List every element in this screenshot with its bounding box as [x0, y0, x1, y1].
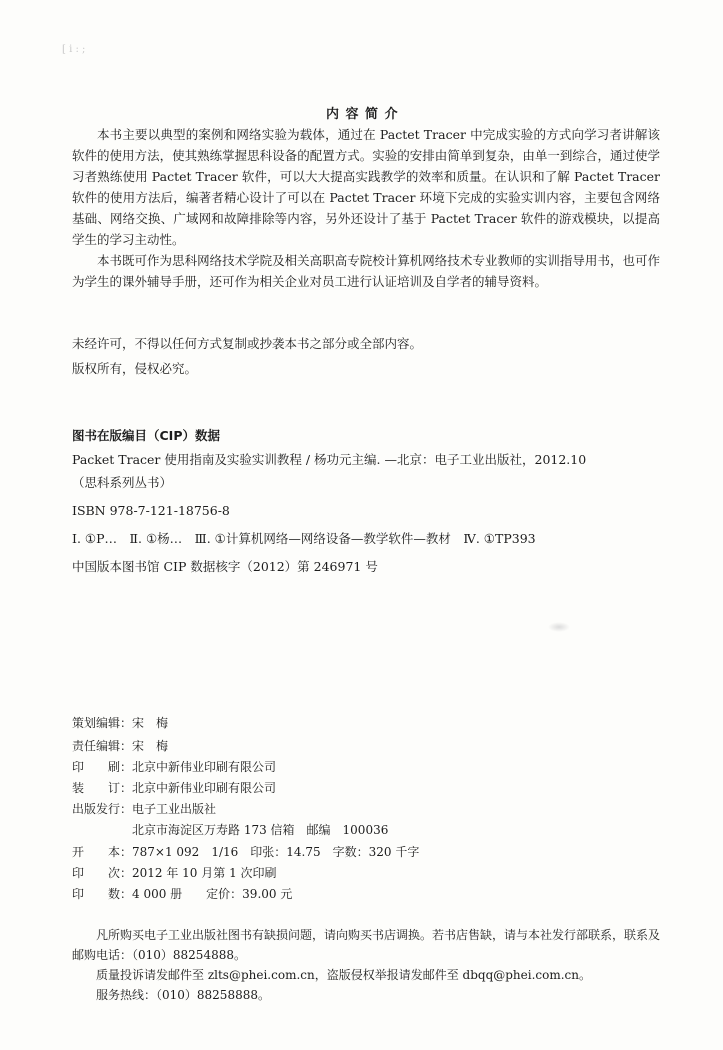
credit-row [72, 737, 168, 754]
credit-label: 责任编辑： [72, 739, 133, 753]
summary-paragraph-1: 本书主要以典型的案例和网络实验为载体，通过在 Pactet Tracer 中完成实验的方式向学习者讲解该软件的使用方法，使其熟练掌握思科设备的配置方式。实验的安排由简单到复杂，由单一到综合，通过使学习者熟练使用 Pactet Tracer 软件，可以大大提高实践教学的效率和质量。在认识和了解 Pactet Tracer 软件的使用方法后，编著者精心设计了可以在 Pactet Tracer 环境下完成的实验实训内容，主要包含网络基础、网络交换、广域网和故障排除等内容，另外还设计了基于 Pactet Tracer 软件的游戏模块，以提高学生的学习主动性。 [72, 127, 660, 247]
cip-heading: 图书在版编目（CIP）数据 [72, 428, 220, 443]
credit-value: 2012 年 10 月第 1 次印刷 [132, 866, 277, 880]
credit-label: 出版发行： [72, 802, 133, 816]
credit-row [72, 758, 276, 775]
credit-row [72, 800, 216, 817]
credit-row [72, 714, 168, 731]
cip-series: （思科系列丛书） [72, 475, 173, 490]
credit-value: 宋 梅 [132, 739, 169, 753]
credit-row [72, 885, 292, 902]
credit-value: 787×1 092 1/16 印张：14.75 字数：320 千字 [132, 845, 420, 859]
credit-value: 电子工业出版社 [132, 802, 217, 816]
credit-value: 北京中新伟业印刷有限公司 [132, 760, 277, 774]
credit-row [72, 864, 277, 881]
cip-classification: Ⅰ. ①P… Ⅱ. ①杨… Ⅲ. ①计算机网络—网络设备—教学软件—教材 Ⅳ. ①TP393 [72, 531, 536, 546]
credit-row [72, 821, 388, 838]
credit-label: 装 订： [72, 781, 133, 795]
rights-reserved: 版权所有，侵权必究。 [72, 361, 198, 376]
scan-artifact-smudge [548, 622, 570, 632]
cip-title-line: Packet Tracer 使用指南及实验实训教程 / 杨功元主编. —北京：电子工业出版社，2012.10 [72, 452, 587, 467]
footer-complaint-emails: 质量投诉请发邮件至 zlts@phei.com.cn，盗版侵权举报请发邮件至 dbqq@phei.com.cn。 [96, 968, 592, 982]
footer-return-policy: 凡所购买电子工业出版社图书有缺损问题，请向购买书店调换。若书店售缺，请与本社发行部联系，联系及邮购电话：（010）88254888。 [72, 928, 661, 962]
summary-heading: 内 容 简 介 [326, 107, 399, 122]
credit-value: 北京市海淀区万寿路 173 信箱 邮编 100036 [132, 823, 389, 837]
credit-label: 策划编辑： [72, 716, 133, 730]
credit-value: 宋 梅 [132, 716, 169, 730]
footer-notes [72, 925, 660, 1005]
credit-label: 印 刷： [72, 760, 133, 774]
credit-value: 北京中新伟业印刷有限公司 [132, 781, 277, 795]
credit-label: 印 数： [72, 887, 133, 901]
footer-hotline: 服务热线：（010）88258888。 [96, 988, 270, 1002]
credit-value: 4 000 册 定价：39.00 元 [132, 887, 293, 901]
isbn: ISBN 978-7-121-18756-8 [72, 503, 230, 518]
copyright-notice: 未经许可，不得以任何方式复制或抄袭本书之部分或全部内容。 [72, 336, 423, 351]
credit-row [72, 843, 419, 860]
credit-label: 开 本： [72, 845, 133, 859]
credit-row [72, 779, 276, 796]
credit-label: 印 次： [72, 866, 133, 880]
summary-paragraph-2: 本书既可作为思科网络技术学院及相关高职高专院校计算机网络技术专业教师的实训指导用书，也可作为学生的课外辅导手册，还可作为相关企业对员工进行认证培训及自学者的辅导资料。 [72, 253, 660, 289]
scan-artifact-mark: [ i : ; [62, 44, 86, 55]
summary-body [72, 124, 660, 292]
cip-record-number: 中国版本图书馆 CIP 数据核字（2012）第 246971 号 [72, 559, 378, 574]
